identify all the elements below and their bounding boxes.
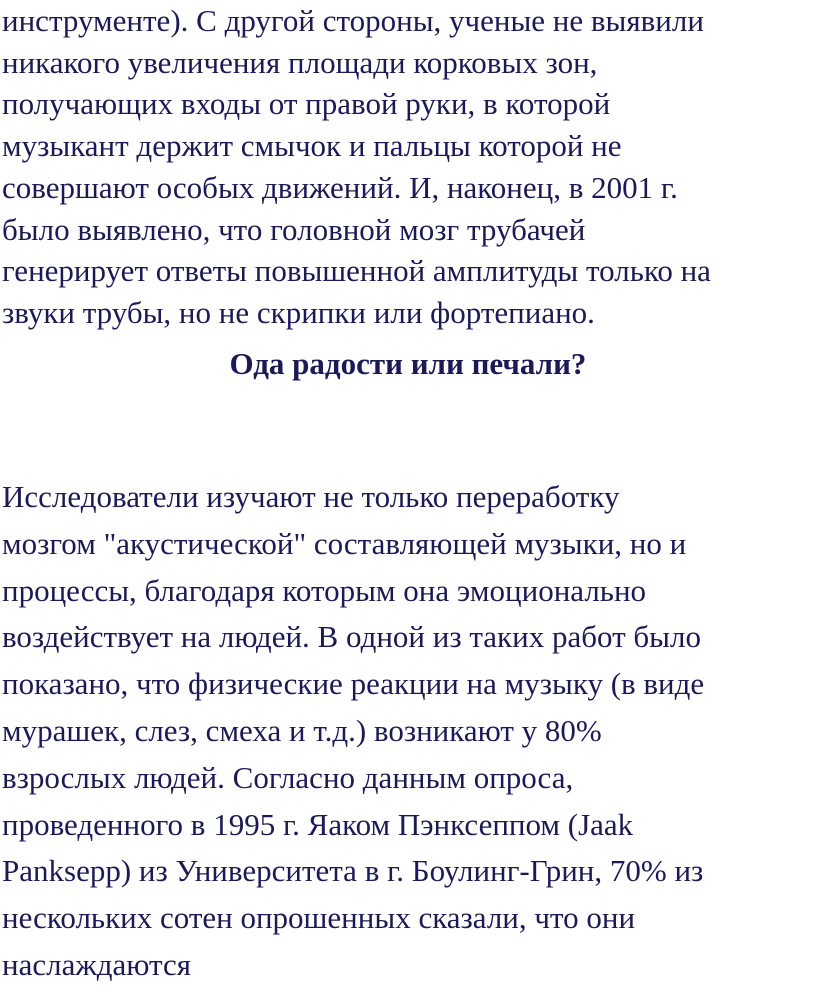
text-line: нескольких сотен опрошенных сказали, что они bbox=[2, 900, 636, 936]
text-line: никакого увеличения площади корковых зон, bbox=[2, 44, 598, 80]
text-line: наслаждаются bbox=[2, 946, 191, 982]
text-line: проведенного в 1995 г. Яаком Пэнксеппом (Jaak bbox=[2, 806, 634, 842]
text-line: получающих входы от правой руки, в которой bbox=[2, 86, 611, 122]
text-line: показано, что физические реакции на музыку (в виде bbox=[2, 666, 705, 702]
text-line: мурашек, слез, смеха и т.д.) возникают у 80% bbox=[2, 712, 602, 748]
text-line: мозгом "акустической" составляющей музыки, но и bbox=[2, 525, 687, 561]
text-line: процессы, благодаря которым она эмоционально bbox=[2, 572, 647, 608]
text-line: музыкант держит смычок и пальцы которой не bbox=[2, 128, 622, 164]
text-line: воздействует на людей. В одной из таких работ было bbox=[2, 619, 701, 655]
text-line: генерирует ответы повышенной амплитуды только на bbox=[2, 253, 711, 289]
paragraph-2 bbox=[2, 474, 814, 989]
paragraph-1 bbox=[2, 0, 814, 334]
text-line: Исследователи изучают не только переработку bbox=[2, 479, 620, 514]
text-line: взрослых людей. Согласно данным опроса, bbox=[2, 759, 574, 795]
text-line: инструменте). С другой стороны, ученые не выявили bbox=[2, 3, 704, 38]
section-heading: Ода радости или печали? bbox=[229, 346, 587, 381]
text-line: звуки трубы, но не скрипки или фортепиано. bbox=[2, 294, 595, 330]
text-line: совершают особых движений. И, наконец, в 2001 г. bbox=[2, 169, 678, 205]
text-line: Panksepp) из Университета в г. Боулинг-Грин, 70% из bbox=[2, 853, 704, 889]
text-line: было выявлено, что головной мозг трубачей bbox=[2, 211, 586, 247]
